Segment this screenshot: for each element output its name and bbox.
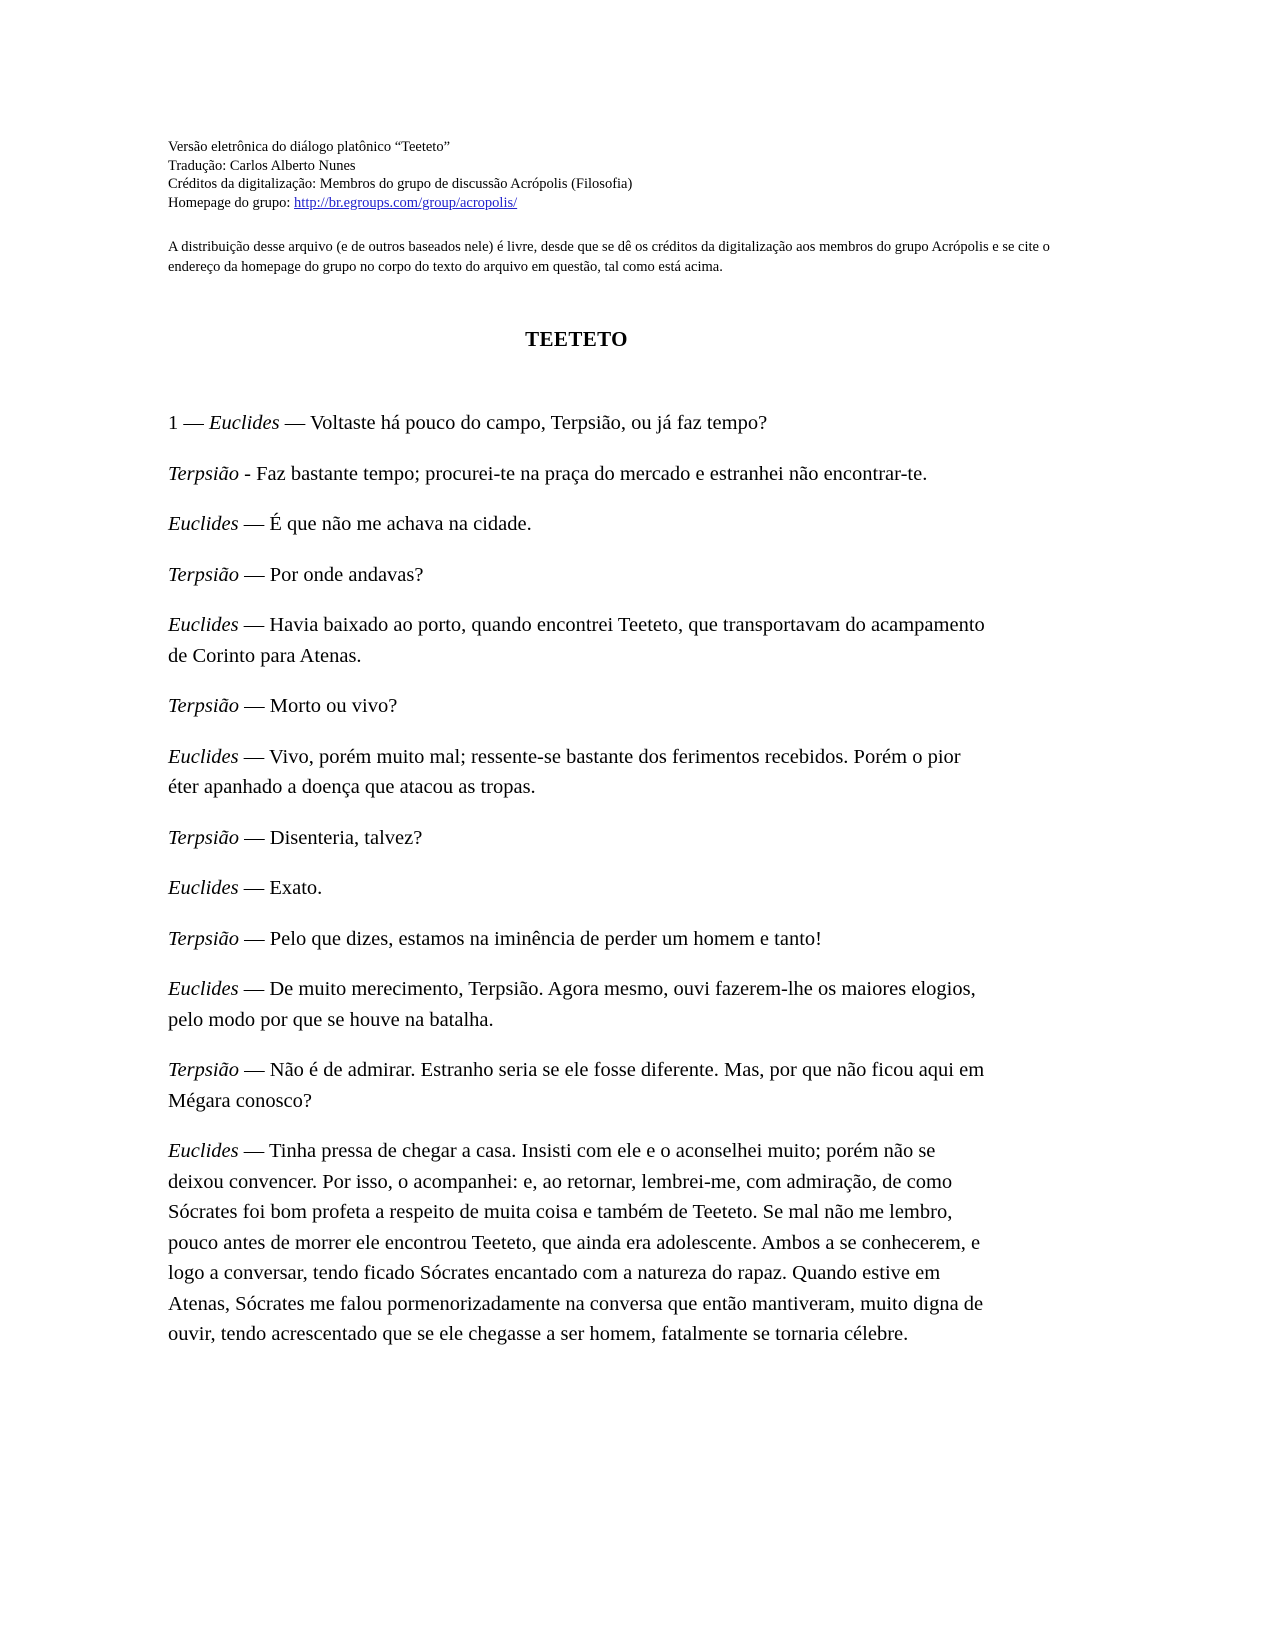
dialogue-speaker-name: Euclides (209, 412, 280, 435)
dialogue-line (168, 610, 986, 671)
dialogue-line (168, 560, 986, 591)
document-header (168, 138, 1048, 212)
dialogue-dash: — (238, 877, 270, 900)
dialogue-speaker-name: Terpsião (168, 695, 240, 718)
header-line-homepage (168, 194, 1048, 213)
page-title: TEETETO (525, 327, 628, 352)
dialogue-speaker-name: Euclides (168, 513, 239, 536)
dialogue-speech-text: Voltaste há pouco do campo, Terpsião, ou já faz tempo? (309, 412, 768, 435)
dialogue-speech-text: Disenteria, talvez? (269, 826, 423, 849)
dialogue-body (168, 408, 986, 1350)
dialogue-dash: — (238, 614, 270, 637)
dialogue-dash: — (239, 1059, 270, 1082)
dialogue-speaker-name: Terpsião (168, 927, 240, 950)
dialogue-dash: - (239, 462, 257, 485)
dialogue-line (168, 1055, 986, 1116)
dialogue-line (168, 924, 986, 955)
homepage-label: Homepage do grupo: (168, 194, 295, 211)
dialogue-speaker-name: Euclides (168, 745, 239, 768)
dialogue-speech-text: Tinha pressa de chegar a casa. Insisti com ele e o aconselhei muito; porém não se deixou convencer. Por isso, o acompanhei: e, ao retornar, lembrei-me, com admiração, de como Sócrates foi bom profeta a respeito de muita coisa e também de Teeteto. Se mal não me lembro, pouco antes de morrer ele encontrou Teeteto, que ainda era adolescente. Ambos a se conhecerem, e logo a conversar, tendo ficado Sócrates encantado com a natureza do rapaz. Quando estive em Atenas, Sócrates me falou pormenorizadamente na conversa que então mantiveram, muito digna de ouvir, tendo acrescentado que se ele chegasse a ser homem, fatalmente se tornaria célebre. (168, 1140, 984, 1346)
header-line-title: Versão eletrônica do diálogo platônico “Teeteto” (168, 139, 451, 155)
dialogue-speech-text: Exato. (269, 877, 323, 900)
homepage-link[interactable]: http://br.egroups.com/group/acropolis/ (294, 194, 518, 211)
dialogue-speech-text: É que não me achava na cidade. (269, 513, 532, 536)
dialogue-dash: — (238, 1140, 269, 1163)
dialogue-speech-text: Morto ou vivo? (269, 695, 398, 718)
dialogue-speaker-name: Euclides (168, 1140, 239, 1163)
dialogue-speaker-name: Euclides (168, 978, 239, 1001)
dialogue-line (168, 408, 986, 439)
dialogue-speech-text: Havia baixado ao porto, quando encontrei Teeteto, que transportavam do acampamento de Corinto para Atenas. (168, 614, 985, 667)
dialogue-speaker-name: Euclides (168, 614, 239, 637)
dialogue-dash: — (239, 826, 270, 849)
dialogue-speaker-name: Terpsião (168, 563, 240, 586)
dialogue-speech-text: Pelo que dizes, estamos na iminência de perder um homem e tanto! (269, 927, 822, 950)
dialogue-line (168, 691, 986, 722)
dialogue-dash: — (238, 978, 270, 1001)
dialogue-line (168, 459, 986, 490)
header-line-translator: Tradução: Carlos Alberto Nunes (168, 157, 356, 174)
dialogue-dash: — (239, 927, 270, 950)
dialogue-dash: — (279, 412, 310, 435)
dialogue-speaker-name: Terpsião (168, 1059, 240, 1082)
dialogue-speech-text: De muito merecimento, Terpsião. Agora mesmo, ouvi fazerem-lhe os maiores elogios, pelo modo por que se houve na batalha. (168, 978, 976, 1031)
distribution-notice: A distribuição desse arquivo (e de outros baseados nele) é livre, desde que se dê os créditos da digitalização aos membros do grupo Acrópolis e se cite o endereço da homepage do grupo no corpo do texto do arquivo em questão, tal como está acima. (168, 239, 1050, 275)
dialogue-speech-text: Não é de admirar. Estranho seria se ele fosse diferente. Mas, por que não ficou aqui em Mégara conosco? (168, 1059, 985, 1112)
dialogue-speech-text: Por onde andavas? (269, 563, 424, 586)
header-line-credits: Créditos da digitalização: Membros do grupo de discussão Acrópolis (Filosofia) (168, 176, 633, 193)
dialogue-dash: — (238, 745, 269, 768)
dialogue-dash: — (239, 695, 270, 718)
dialogue-speaker-name: Terpsião (168, 826, 240, 849)
dialogue-line (168, 873, 986, 904)
dialogue-dash: — (239, 563, 270, 586)
dialogue-line-number: 1 — (168, 412, 209, 435)
dialogue-line (168, 974, 986, 1035)
dialogue-line (168, 742, 986, 803)
dialogue-speaker-name: Euclides (168, 877, 239, 900)
dialogue-speech-text: Vivo, porém muito mal; ressente-se bastante dos ferimentos recebidos. Porém o pior éter apanhado a doença que atacou as tropas. (168, 745, 961, 799)
dialogue-speaker-name: Terpsião (168, 462, 240, 485)
dialogue-dash: — (238, 513, 270, 536)
dialogue-line (168, 1136, 986, 1350)
dialogue-speech-text: Faz bastante tempo; procurei-te na praça do mercado e estranhei não encontrar-te. (256, 462, 928, 485)
dialogue-line (168, 823, 986, 854)
dialogue-line (168, 509, 986, 540)
title-dialogue-spacer (168, 352, 985, 408)
